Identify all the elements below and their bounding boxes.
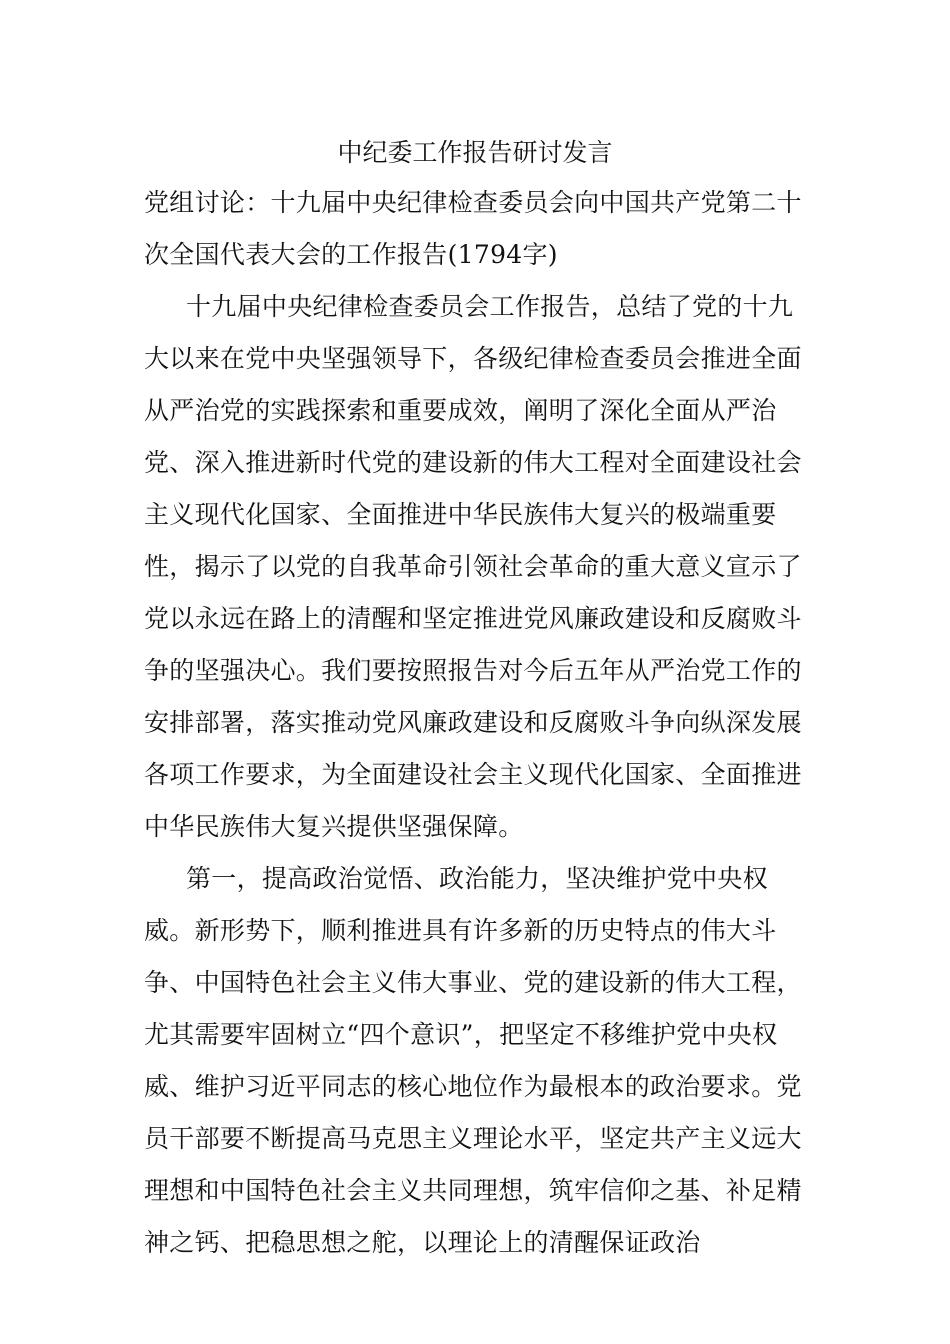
paragraph-2: 第一，提高政治觉悟、政治能力，坚决维护党中央权威。新形势下，顺利推进具有许多新的历史特点的伟大斗争、中国特色社会主义伟大事业、党的建设新的伟大工程，尤其需要牢固树立“四个意识”，把坚定不移维护党中央权威、维护习近平同志的核心地位作为最根本的政治要求。党员干部要不断提高马克思主义理论水平，坚定共产主义远大理想和中国特色社会主义共同理想，筑牢信仰之基、补足精神之钙、把稳思想之舵，以理论上的清醒保证政治 bbox=[144, 864, 802, 1257]
document-body bbox=[144, 177, 806, 1269]
document-heading: 党组讨论：十九届中央纪律检查委员会向中国共产党第二十次全国代表大会的工作报告(1794字) bbox=[144, 188, 802, 269]
paragraph-1: 十九届中央纪律检查委员会工作报告，总结了党的十九大以来在党中央坚强领导下，各级纪律检查委员会推进全面从严治党的实践探索和重要成效，阐明了深化全面从严治党、深入推进新时代党的建设新的伟大工程对全面建设社会主义现代化国家、全面推进中华民族伟大复兴的极端重要性，揭示了以党的自我革命引领社会革命的重大意义宣示了党以永远在路上的清醒和坚定推进党风廉政建设和反腐败斗争的坚强决心。我们要按照报告对今后五年从严治党工作的安排部署，落实推动党风廉政建设和反腐败斗争向纵深发展各项工作要求，为全面建设社会主义现代化国家、全面推进中华民族伟大复兴提供坚强保障。 bbox=[144, 292, 802, 841]
document-title: 中纪委工作报告研讨发言 bbox=[337, 138, 613, 167]
